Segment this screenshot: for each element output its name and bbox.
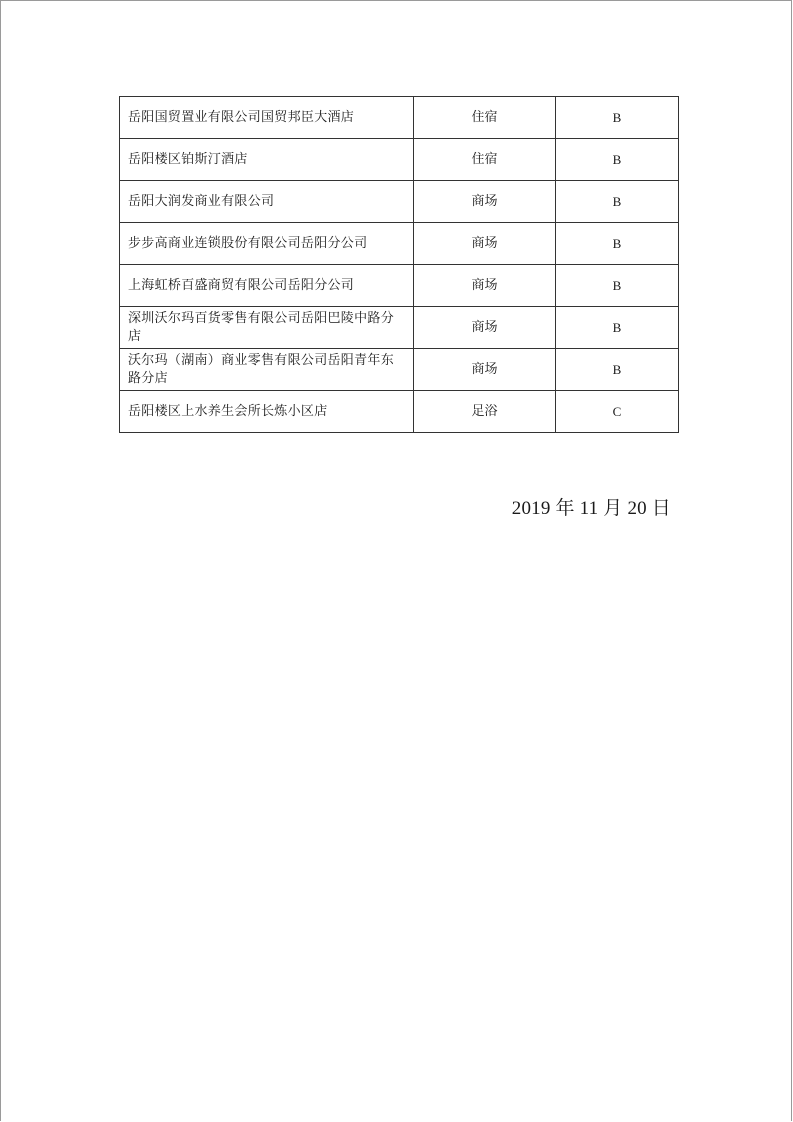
business-type-cell: 商场 [414, 265, 556, 307]
business-type-cell: 足浴 [414, 391, 556, 433]
business-name-cell: 上海虹桥百盛商贸有限公司岳阳分公司 [120, 265, 414, 307]
grade-cell: B [556, 349, 679, 391]
business-type-cell: 住宿 [414, 97, 556, 139]
grade-cell: B [556, 181, 679, 223]
business-type-cell: 住宿 [414, 139, 556, 181]
business-name-cell: 岳阳大润发商业有限公司 [120, 181, 414, 223]
table-row [120, 97, 679, 139]
business-type-cell: 商场 [414, 181, 556, 223]
business-name-cell: 沃尔玛（湖南）商业零售有限公司岳阳青年东路分店 [120, 349, 414, 391]
table-row [120, 391, 679, 433]
business-name-cell: 深圳沃尔玛百货零售有限公司岳阳巴陵中路分店 [120, 307, 414, 349]
business-name-cell: 岳阳楼区铂斯汀酒店 [120, 139, 414, 181]
business-name-cell: 岳阳国贸置业有限公司国贸邦臣大酒店 [120, 97, 414, 139]
table-row [120, 223, 679, 265]
table-row [120, 181, 679, 223]
date-text: 2019 年 11 月 20 日 [511, 498, 671, 519]
grade-cell: B [556, 139, 679, 181]
grade-cell: B [556, 223, 679, 265]
table-row [120, 265, 679, 307]
document-date [512, 493, 671, 520]
business-type-cell: 商场 [414, 223, 556, 265]
rating-table [119, 96, 679, 433]
grade-cell: B [556, 307, 679, 349]
grade-cell: C [556, 391, 679, 433]
business-type-cell: 商场 [414, 349, 556, 391]
business-type-cell: 商场 [414, 307, 556, 349]
business-name-cell: 步步高商业连锁股份有限公司岳阳分公司 [120, 223, 414, 265]
table-row [120, 307, 679, 349]
business-name-cell: 岳阳楼区上水养生会所长炼小区店 [120, 391, 414, 433]
grade-cell: B [556, 97, 679, 139]
table-row [120, 139, 679, 181]
grade-cell: B [556, 265, 679, 307]
table-row [120, 349, 679, 391]
